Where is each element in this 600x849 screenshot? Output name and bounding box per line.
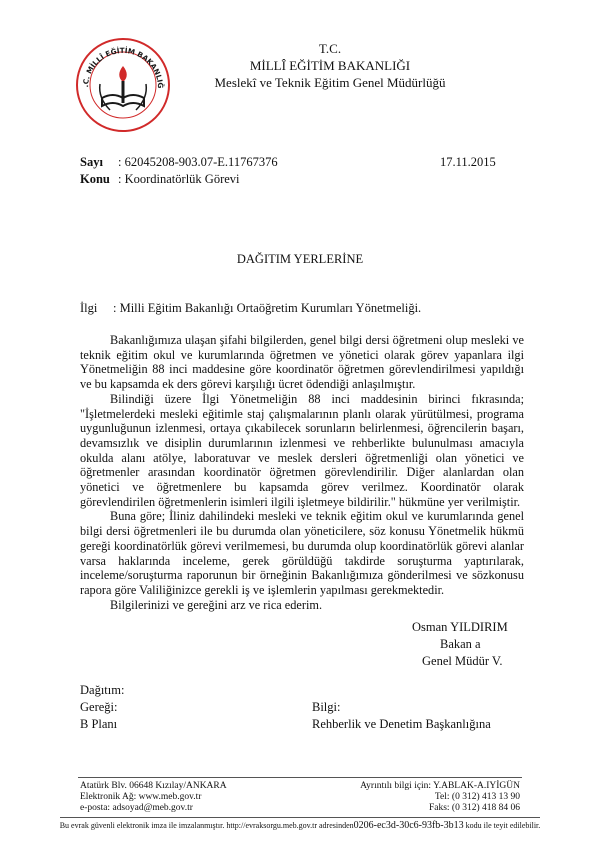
ilgi-row <box>80 301 422 316</box>
footer-fax: Faks: (0 312) 418 84 06 <box>428 803 520 813</box>
bilgi-label: Bilgi: <box>312 700 341 714</box>
sayi-row <box>80 155 278 170</box>
konu-value: : Koordinatörlük Görevi <box>118 172 240 186</box>
signatory-title: Genel Müdür V. <box>422 654 503 668</box>
distribution-right <box>312 699 491 733</box>
gereği-label: Gereği: <box>80 700 118 714</box>
header-ministry: MİLLÎ EĞİTİM BAKANLIĞI <box>249 58 411 73</box>
sayi-label: Sayı <box>80 155 103 169</box>
verification-code: 0206-ec3d-30c6-93fb-3b13 <box>353 820 464 831</box>
bilgi-value: Rehberlik ve Denetim Başkanlığına <box>312 717 491 731</box>
footer-right <box>340 781 520 814</box>
gereği-value: B Planı <box>80 717 118 731</box>
konu-row <box>80 172 240 187</box>
signatory-line2: Bakan a <box>440 637 481 651</box>
footer-address: Atatürk Blv. 06648 Kızılay/ANKARA <box>80 781 227 791</box>
verification-prefix: Bu evrak güvenli elektronik imza ile imzalanmıştır. http://evraksorgu.meb.gov.tr adresinden <box>59 821 354 830</box>
paragraph-3: Buna göre; İliniz dahilindeki mesleki ve teknik eğitim okul ve kurumlarında genel bilgi dersi öğretmenleri ile bu durumda olan yöneticilere, söz konusu Yönetmelik hükmü gereği koordinatörlük görevi verilmemesi, bu durumda olup koordinatörlük görevi alanlar varsa haklarında inceleme, gerek görüldüğü takdirde soruşturma yaptırılarak, inceleme/soruşturma raporunun bir örneğinin Bakanlığımıza gönderilmesi ve sözkonusu rapora göre Valiliğinizce gerekli iş ve işlemlerin yapılması gerekmektedir. <box>80 509 524 597</box>
paragraph-2: Bilindiği üzere İlgi Yönetmeliğin 88 inci maddesinin birinci fıkrasında; "İşletmelerdeki mesleki eğitimle staj çalışmalarının planlı olarak yürütülmesi, programa uygunluğunun izlenmesi, ortaya çıkabilecek sorunların belirlenmesi, öğrencilerin başarı, devamsızlık ve disiplin durumlarının izlenmesi ve rehberlikte bulunulması amacıyla okulda alanı atölye, laboratuvar ve meslek dersleri öğretmenliği olan yönetici ve öğretmenler arasından koordinatör öğretmen görevlendirilir. Diğer alanlardan olan yönetici ve öğretmenlere bu kapsamda görev verilmez. Koordinatör olarak görevlendirilen öğretmenlerin isimleri ilgili işletmeye bildirilir." hükmüne yer verilmiştir. <box>80 391 524 509</box>
footer-contact: Ayrıntılı bilgi için: Y.ABLAK-A.IYİGÜN <box>360 781 520 791</box>
footer-left <box>80 781 227 814</box>
ilgi-value: : Milli Eğitim Bakanlığı Ortaöğretim Kurumları Yönetmeliği. <box>113 301 422 315</box>
footer-email: e-posta: adsoyad@meb.gov.tr <box>80 803 193 813</box>
verification-line <box>0 820 600 831</box>
paragraph-1: Bakanlığımıza ulaşan şifahi bilgilerden, genel bilgi dersi öğretmeni olup mesleki ve teknik eğitim okul ve kurumlarında öğretmen ve yönetici olarak görev yapanlara ilgi Yönetmeliğin 88 inci maddesine göre koordinatör öğretmen görevlendirilmesi yapıldığı ve bu kapsamda ek ders görevi karşılığı ücret ödendiği anlaşılmıştır. <box>80 333 524 392</box>
footer-divider <box>78 777 522 778</box>
signature-block <box>412 619 508 670</box>
emblem-text: .C. MİLLÎ EĞİTİM BAKANLIĞ <box>80 45 166 89</box>
verification-divider <box>60 817 540 818</box>
konu-label: Konu <box>80 172 110 186</box>
header-tc: T.C. <box>318 41 342 56</box>
sayi-value: : 62045208-903.07-E.11767376 <box>118 155 278 169</box>
letter-body <box>80 333 524 612</box>
signatory-name: Osman YILDIRIM <box>412 620 508 634</box>
distribution-left <box>80 682 124 733</box>
ilgi-label: İlgi <box>80 301 98 315</box>
document-date: 17.11.2015 <box>440 155 496 169</box>
verification-suffix: kodu ile teyit edilebilir. <box>463 821 541 830</box>
footer-tel: Tel: (0 312) 413 13 90 <box>434 792 520 802</box>
paragraph-4: Bilgilerinizi ve gereğini arz ve rica ederim. <box>110 597 323 612</box>
distribution-title: Dağıtım: <box>80 683 125 697</box>
recipient-title: DAĞITIM YERLERİNE <box>236 252 364 266</box>
header-department: Meslekî ve Teknik Eğitim Genel Müdürlüğü <box>214 75 446 90</box>
footer-network: Elektronik Ağ: www.meb.gov.tr <box>80 792 202 802</box>
